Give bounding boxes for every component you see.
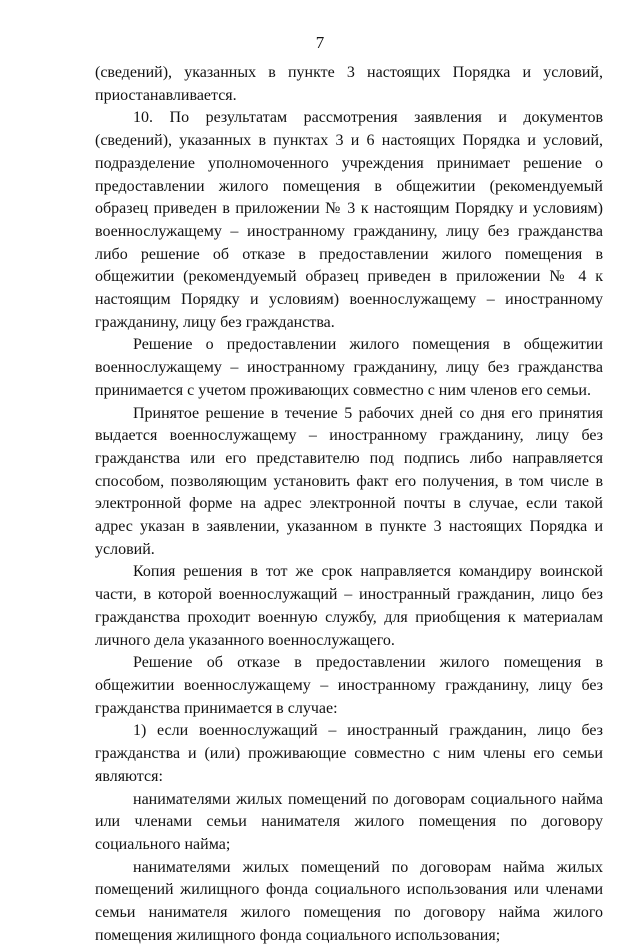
paragraph: 10. По результатам рассмотрения заявления и документов (сведений), указанных в пунктах 3 и 6 настоящих Порядка и условий, подразделение уполномоченного учреждения принимает решение о предоставлении жилого помещения в общежитии (рекомендуемый образец приведен в приложении № 3 к настоящим Порядку и условиям) военнослужащему – иностранному гражданину, лицу без гражданства либо решение об отказе в предоставлении жилого помещения в общежитии (рекомендуемый образец приведен в приложении № 4 к настоящим Порядку и условиям) военнослужащему – иностранному гражданину, лицу без гражданства. bbox=[95, 109, 603, 331]
document-body bbox=[95, 62, 603, 947]
paragraph: нанимателями жилых помещений по договорам найма жилых помещений жилищного фонда социального использования или членами семьи нанимателя жилого помещения по договору найма жилого помещения жилищного фонда социального использования; bbox=[95, 858, 603, 944]
paragraph: 1) если военнослужащий – иностранный гражданин, лицо без гражданства и (или) проживающие совместно с ним члены его семьи являются: bbox=[95, 722, 603, 785]
paragraph: Принятое решение в течение 5 рабочих дней со дня его принятия выдается военнослужащему – иностранному гражданину, лицу без гражданства или его представителю под подпись либо направляется способом, позволяющим установить факт его получения, в том числе в электронной форме на адрес электронной почты в случае, если такой адрес указан в заявлении, указанном в пункте 3 настоящих Порядка и условий. bbox=[95, 404, 603, 558]
paragraph: Копия решения в тот же срок направляется командиру воинской части, в которой военнослужащий – иностранный гражданин, лицо без гражданства проходит военную службу, для приобщения к материалам личного дела указанного военнослужащего. bbox=[95, 563, 603, 649]
page-number: 7 bbox=[315, 33, 325, 52]
paragraph: нанимателями жилых помещений по договорам социального найма или членами семьи нанимателя жилого помещения по договору социального найма; bbox=[95, 790, 603, 853]
paragraph: Решение об отказе в предоставлении жилого помещения в общежитии военнослужащему – иностранному гражданину, лицу без гражданства принимается в случае: bbox=[95, 654, 603, 717]
paragraph: (сведений), указанных в пункте 3 настоящих Порядка и условий, приостанавливается. bbox=[95, 64, 603, 104]
paragraph: Решение о предоставлении жилого помещения в общежитии военнослужащему – иностранному гражданину, лицу без гражданства принимается с учетом проживающих совместно с ним членов его семьи. bbox=[95, 336, 603, 399]
